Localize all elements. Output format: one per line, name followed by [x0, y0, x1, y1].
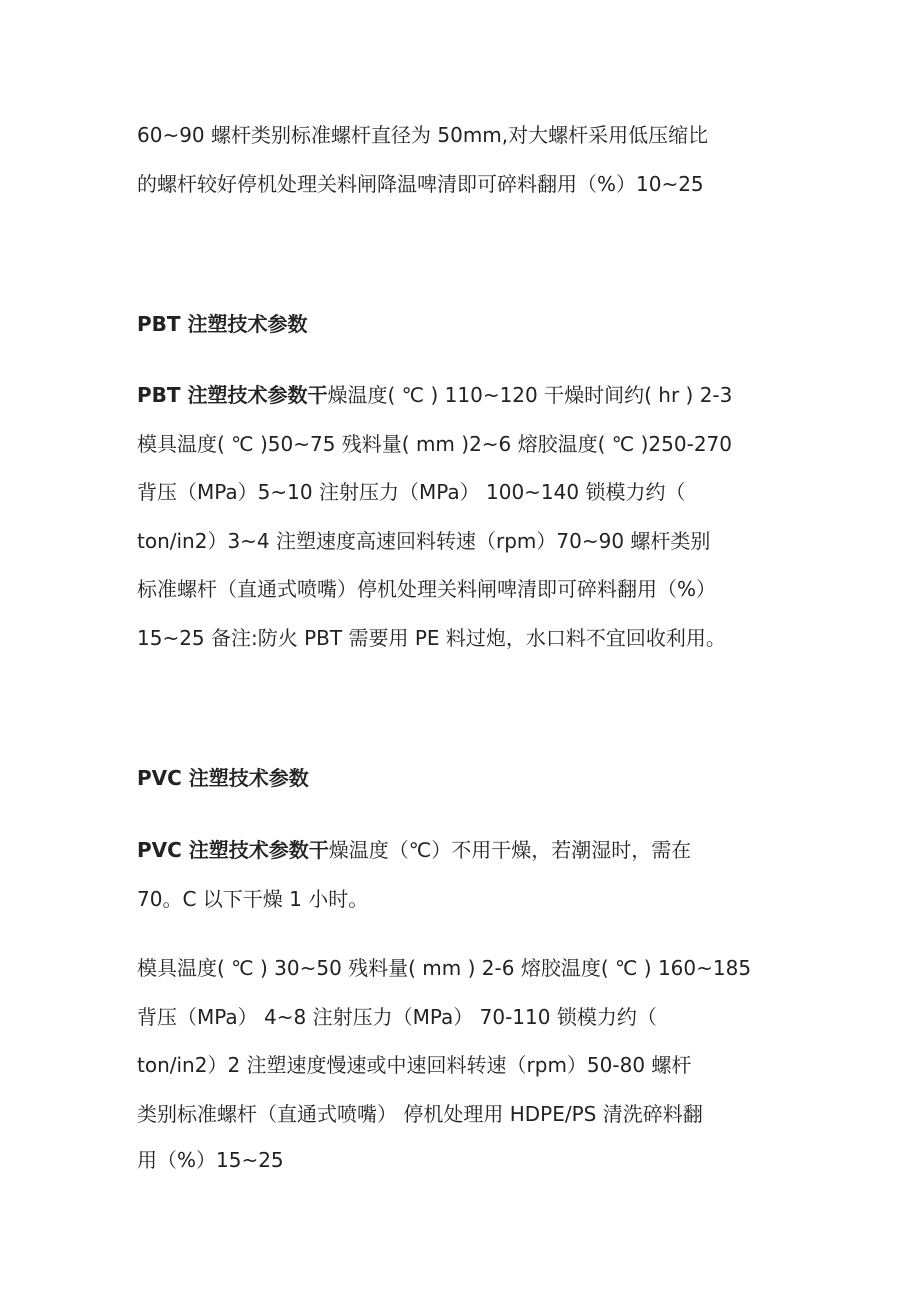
pbt-line-1-text: 燥温度( ℃ ) 110~120 干燥时间约( hr ) 2-3: [327, 383, 733, 407]
pvc-lead-bold: PVC 注塑技术参数干: [137, 838, 329, 862]
pvc-heading: PVC 注塑技术参数: [137, 766, 309, 790]
pbt-line-3: 背压（MPa）5~10 注射压力（MPa） 100~140 锁模力约（: [137, 480, 686, 504]
pbt-lead-bold: PBT 注塑技术参数干: [137, 383, 328, 407]
pvc-p2-line-3: ton/in2）2 注塑速度慢速或中速回料转速（rpm）50-80 螺杆: [137, 1053, 692, 1077]
pvc-p1-line-2: 70。C 以下干燥 1 小时。: [137, 886, 369, 911]
pvc-last-line-block: [137, 1136, 797, 1185]
pvc-p2-line-1: 模具温度( ℃ ) 30~50 残料量( mm ) 2-6 熔胶温度( ℃ ) 160~185: [137, 956, 752, 980]
pvc-paragraph-2: [137, 944, 797, 1138]
pbt-line-1: [137, 371, 797, 420]
pvc-p2-line-4: 类别标准螺杆（直通式喷嘴） 停机处理用 HDPE/PS 清洗碎料翻: [137, 1101, 703, 1126]
intro-paragraph: [137, 111, 797, 208]
pvc-paragraph-1: [137, 826, 797, 923]
pvc-p2-line-2: 背压（MPa） 4~8 注射压力（MPa） 70-110 锁模力约（: [137, 1004, 657, 1029]
intro-line-2: 的螺杆较好停机处理关料闸降温啤清即可碎料翻用（%）10~25: [137, 171, 704, 196]
pbt-paragraph: [137, 371, 797, 662]
pbt-heading: PBT 注塑技术参数: [137, 312, 308, 336]
pbt-line-2: 模具温度( ℃ )50~75 残料量( mm )2~6 熔胶温度( ℃ )250-270: [137, 431, 732, 456]
pbt-line-5: 标准螺杆（直通式喷嘴）停机处理关料闸啤清即可碎料翻用（%）: [137, 577, 717, 601]
pvc-p1-line-1-text: 燥温度（℃）不用干燥，若潮湿时，需在: [328, 838, 692, 862]
intro-line-1: 60~90 螺杆类别标准螺杆直径为 50mm,对大螺杆采用低压缩比: [137, 123, 709, 147]
pbt-line-4: ton/in2）3~4 注塑速度高速回料转速（rpm）70~90 螺杆类别: [137, 528, 711, 553]
pvc-last-line: 用（%）15~25: [137, 1148, 284, 1172]
pvc-p1-line-1: [137, 826, 797, 875]
pbt-line-6: 15~25 备注:防火 PBT 需要用 PE 料过炮，水口料不宜回收利用。: [137, 625, 726, 650]
